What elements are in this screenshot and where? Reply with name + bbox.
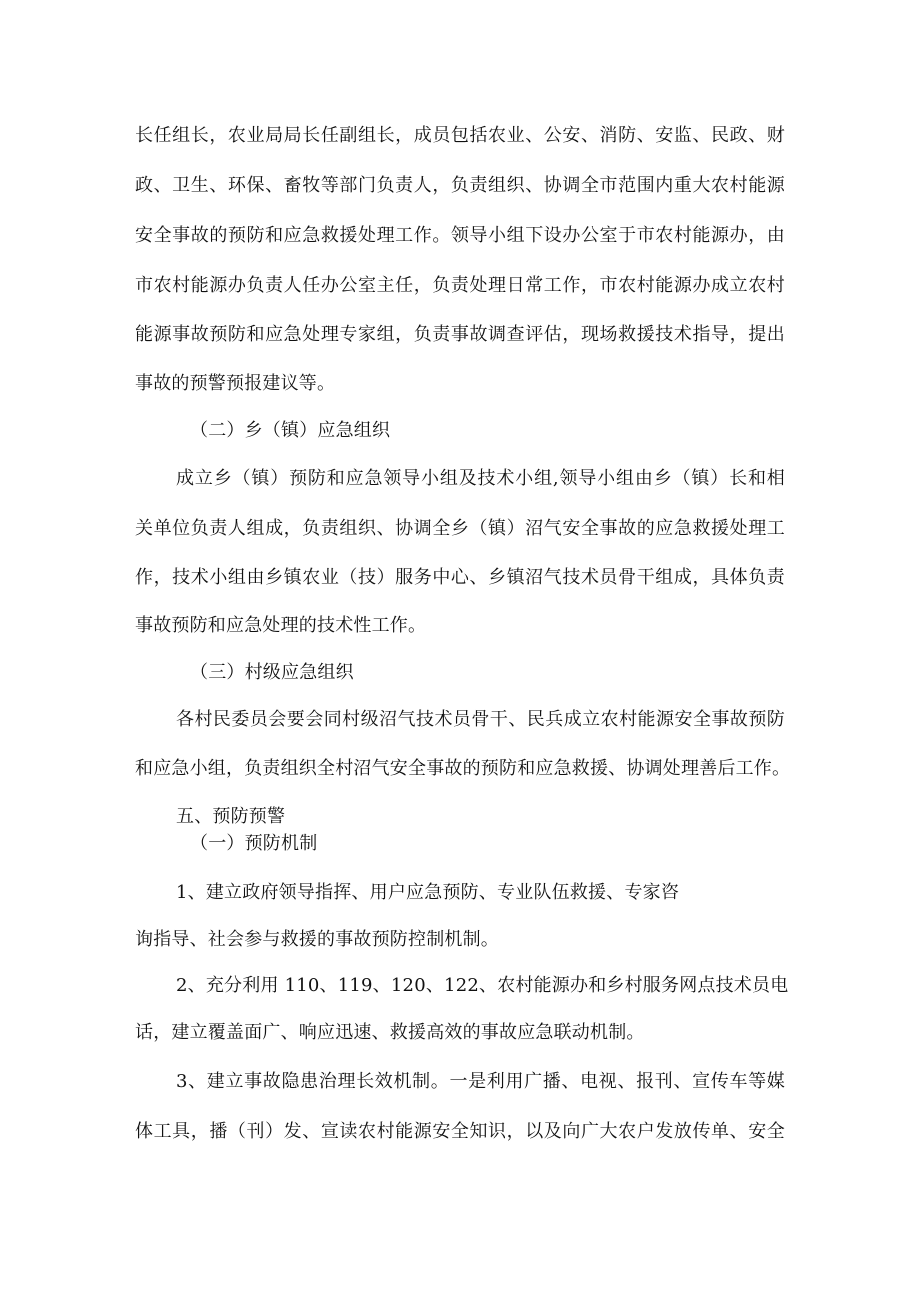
paragraph-line: 和应急小组，负责组织全村沼气安全事故的预防和应急救援、协调处理善后工作。 (135, 758, 791, 779)
section-heading: （二）乡（镇）应急组织 (190, 420, 391, 441)
list-item-line: 2、充分利用 110、119、120、122、农村能源办和乡村服务网点技术员电 (176, 975, 789, 996)
list-item-line: 3、建立事故隐患治理长效机制。一是利用广播、电视、报刊、宣传车等媒 (176, 1071, 785, 1092)
section-title: 五、预防预警 (176, 806, 286, 827)
paragraph-line: 政、卫生、环保、畜牧等部门负责人，负责组织、协调全市范围内重大农村能源 (135, 175, 785, 196)
section-heading: （一）预防机制 (190, 833, 318, 854)
list-item-line: 话，建立覆盖面广、响应迅速、救援高效的事故应急联动机制。 (135, 1022, 645, 1043)
paragraph-line: 长任组长，农业局局长任副组长，成员包括农业、公安、消防、安监、民政、财 (135, 125, 785, 146)
paragraph-line: 事故预防和应急处理的技术性工作。 (135, 615, 427, 636)
paragraph-line: 事故的预警预报建议等。 (135, 373, 336, 394)
section-heading: （三）村级应急组织 (190, 662, 354, 683)
paragraph-line: 安全事故的预防和应急救援处理工作。领导小组下设办公室于市农村能源办，由 (135, 225, 785, 246)
paragraph-line: 各村民委员会要会同村级沼气技术员骨干、民兵成立农村能源安全事故预防 (176, 709, 785, 730)
paragraph-line: 关单位负责人组成，负责组织、协调全乡（镇）沼气安全事故的应急救援处理工 (135, 518, 785, 539)
list-item-line: 1、建立政府领导指挥、用户应急预防、专业队伍救援、专家咨 (176, 882, 680, 903)
list-item-line: 体工具，播（刊）发、宣读农村能源安全知识，以及向广大农户发放传单、安全 (135, 1121, 785, 1142)
list-item-line: 询指导、社会参与救援的事故预防控制机制。 (135, 929, 499, 950)
paragraph-line: 成立乡（镇）预防和应急领导小组及技术小组,领导小组由乡（镇）长和相 (176, 468, 785, 489)
paragraph-line: 作，技术小组由乡镇农业（技）服务中心、乡镇沼气技术员骨干组成，具体负责 (135, 567, 785, 588)
paragraph-line: 能源事故预防和应急处理专家组，负责事故调查评估，现场救援技术指导，提出 (135, 324, 785, 345)
paragraph-line: 市农村能源办负责人任办公室主任，负责处理日常工作，市农村能源办成立农村 (135, 275, 785, 296)
